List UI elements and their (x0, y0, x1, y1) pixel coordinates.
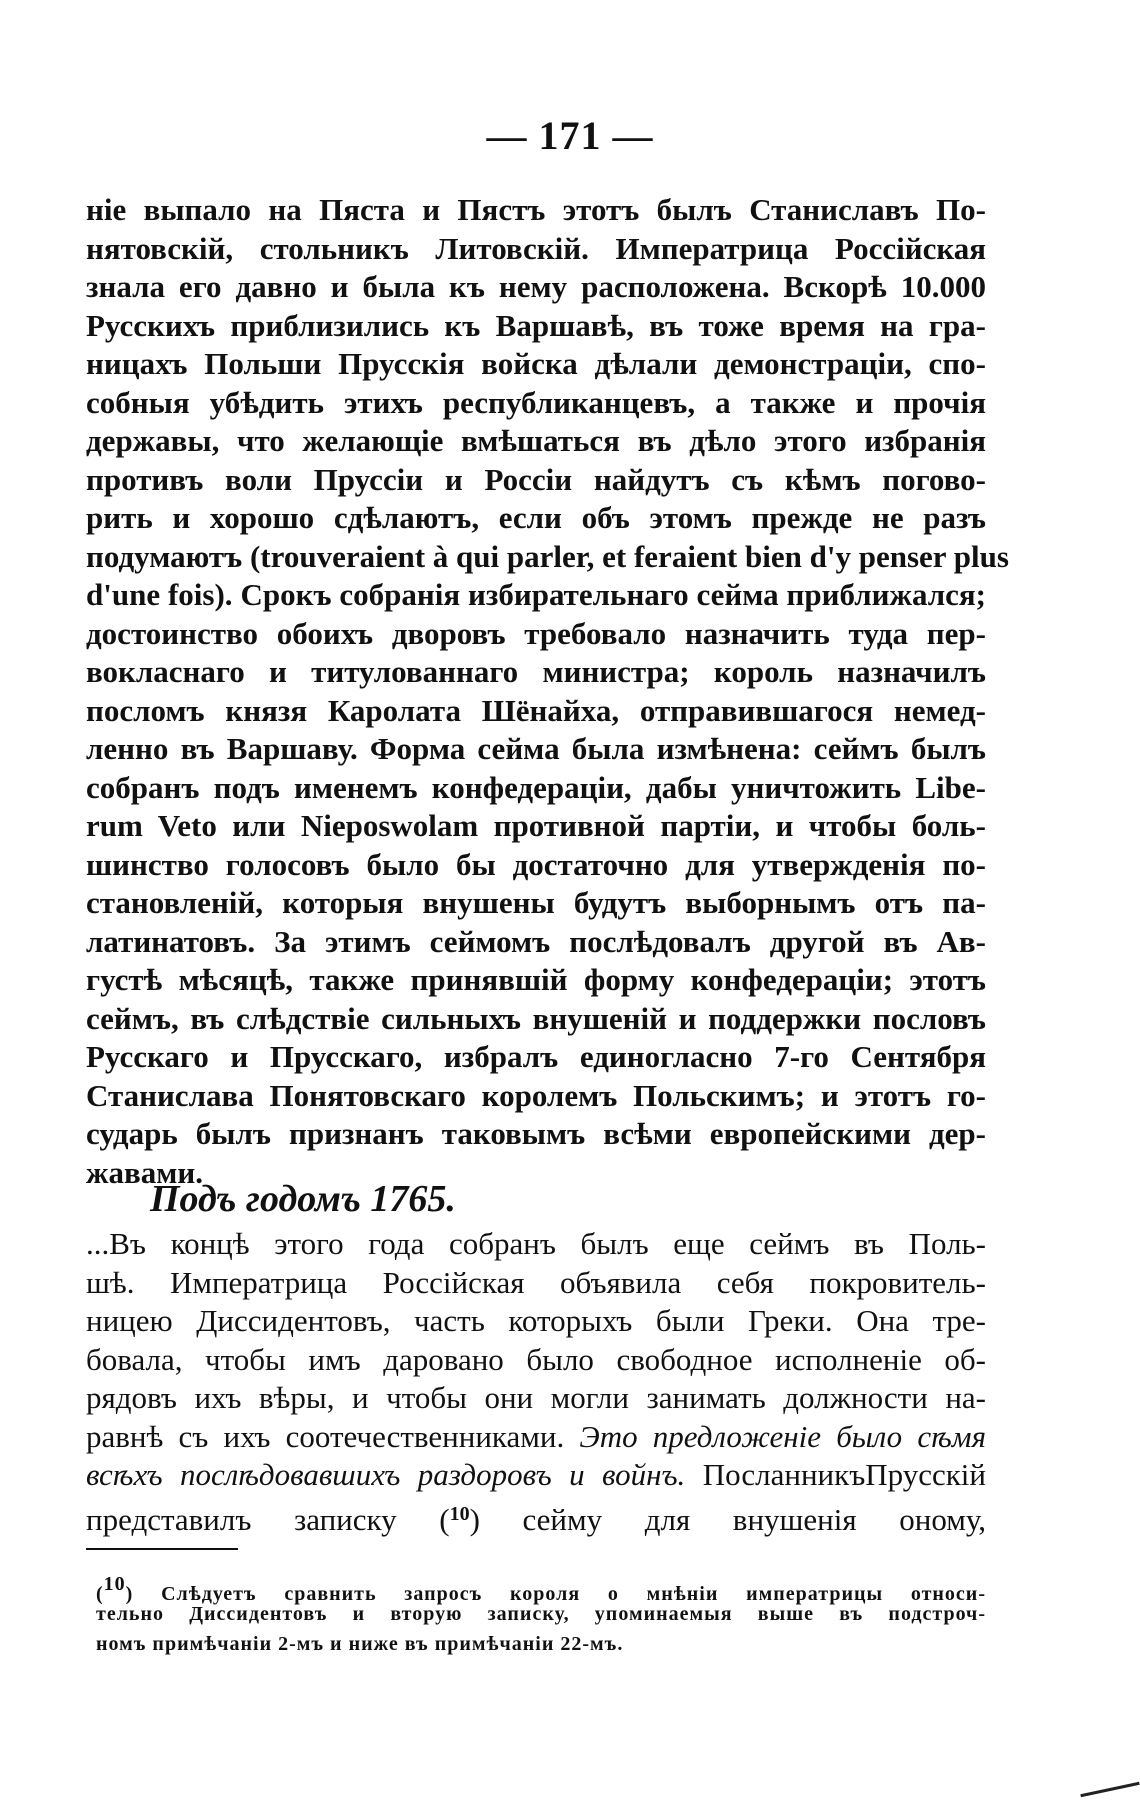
italic-emphasis: всѣхъ послѣдовавшихъ раздоровъ и войнъ. (86, 1457, 686, 1492)
paragraph-1-line: жавами. (86, 1154, 203, 1190)
paragraph-1-line: становленій, которыя внушены будутъ выборнымъ отъ па- (86, 885, 986, 920)
paragraph-1-line: нятовскій, стольникъ Литовскій. Императрица Россійская (86, 230, 986, 266)
footnote-reference: 10 (449, 1502, 470, 1525)
paragraph-2-line: ...Въ концѣ этого года собранъ былъ еще сеймъ въ Поль- (86, 1226, 986, 1261)
paragraph-1-line: сударь былъ признанъ таковымъ всѣми европейскими дер- (86, 1116, 986, 1151)
footnote-marker: 10 (103, 1573, 126, 1595)
paragraph-1-line: шинство голосовъ было бы достаточно для утвержденія по- (86, 846, 986, 882)
paragraph-1-line: достоинство обоихъ дворовъ требовало назначить туда пер- (86, 615, 986, 651)
paragraph-1-body (86, 191, 1009, 1192)
paragraph-1-line: противъ воли Пруссіи и Россіи найдутъ съ кѣмъ погово- (86, 461, 986, 497)
plain-text: ПосланникъПрусскій (702, 1457, 987, 1492)
paragraph-1-line: Русскаго и Прусскаго, избралъ единогласно 7-го Сентября (86, 1039, 986, 1074)
section-heading-year-1765: Подъ годомъ 1765. (150, 1178, 456, 1220)
plain-text: ) сейму для внушенія оному, (469, 1501, 986, 1537)
footnote-line: тельно Диссидентовъ и вторую записку, упоминаемыя выше въ подстроч- (96, 1603, 986, 1625)
paragraph-1-line: d'une fois). Срокъ собранія избирательнаго сейма приближался; (86, 577, 986, 612)
paragraph-1-line: ленно въ Варшаву. Форма сейма была измѣнена: сеймъ былъ (86, 731, 986, 766)
paragraph-1-line: Русскихъ приблизились къ Варшавѣ, въ тоже время на гра- (86, 307, 986, 343)
paragraph-2-line (86, 1495, 986, 1537)
paragraph-1-line: латинатовъ. За этимъ сеймомъ послѣдовалъ другой въ Ав- (86, 923, 986, 959)
paragraph-2-line: бовала, чтобы имъ даровано было свободное исполненіе об- (86, 1341, 986, 1377)
paragraph-1-line: подумаютъ (trouveraient à qui parler, et feraient bien d'y penser plus (86, 538, 1009, 574)
plain-text: представилъ записку ( (86, 1501, 450, 1537)
paragraph-2-line (86, 1456, 986, 1495)
footnote-line: номъ примѣчаніи 2-мъ и ниже въ примѣчаніи 22-мъ. (96, 1633, 624, 1655)
paragraph-1-line: ницахъ Польши Прусскія войска дѣлали демонстраціи, спо- (86, 346, 986, 381)
paragraph-1-line: вокласнаго и титулованнаго министра; король назначилъ (86, 654, 986, 689)
paragraph-1-line: Станислава Понятовскаго королемъ Польскимъ; и этотъ го- (86, 1077, 986, 1113)
paragraph-2-line (86, 1418, 986, 1457)
scan-edge-mark (1080, 1782, 1139, 1797)
footnote-text: ) Слѣдуетъ сравнить запросъ короля о мнѣніи императрицы относи- (125, 1583, 986, 1605)
page-number: — 171 — (486, 113, 654, 158)
paragraph-1-line: ніе выпало на Пяста и Пястъ этотъ былъ Станиславъ По- (86, 192, 986, 227)
italic-emphasis: Это предложеніе было сѣмя (579, 1418, 986, 1454)
paragraph-1-line: собныя убѣдить этихъ республиканцевъ, а также и прочія (86, 384, 986, 420)
main-paragraph-1 (86, 191, 1009, 1192)
paragraph-1-line: державы, что желающіе вмѣшаться въ дѣло этого избранія (86, 423, 986, 458)
paragraph-1-line: сеймъ, въ слѣдствіе сильныхъ внушеній и поддержки пословъ (86, 1000, 986, 1036)
paragraph-1-line: rum Veto или Nieposwolam противной партіи, и чтобы боль- (86, 808, 986, 843)
paragraph-1-line: рить и хорошо сдѣлаютъ, если объ этомъ прежде не разъ (86, 500, 986, 535)
footnote-line: (10) Слѣдуетъ сравнить запросъ короля о мнѣніи императрицы относи- (96, 1573, 986, 1605)
paragraph-2-body (86, 1225, 987, 1537)
plain-text: равнѣ съ ихъ соотечественниками. (86, 1418, 565, 1454)
paragraph-2-line: шѣ. Императрица Россійская объявила себя покровитель- (86, 1264, 986, 1300)
footnote (96, 1569, 986, 1659)
paragraph-1-line: посломъ князя Каролата Шёнайха, отправившагося немед- (86, 692, 986, 728)
paragraph-1-line: знала его давно и была къ нему расположена. Вскорѣ 10.000 (86, 269, 986, 304)
paragraph-2-line: рядовъ ихъ вѣры, и чтобы они могли занимать должности на- (86, 1380, 986, 1415)
paragraph-1-line: собранъ подъ именемъ конфедераціи, дабы уничтожить Libe- (86, 769, 986, 805)
paragraph-1-line: густѣ мѣсяцѣ, также принявшій форму конфедераціи; этотъ (86, 962, 986, 997)
footnote-divider (86, 1548, 238, 1550)
paragraph-2-line: ницею Диссидентовъ, часть которыхъ были Греки. Она тре- (86, 1303, 986, 1338)
main-paragraph-2 (86, 1225, 987, 1537)
